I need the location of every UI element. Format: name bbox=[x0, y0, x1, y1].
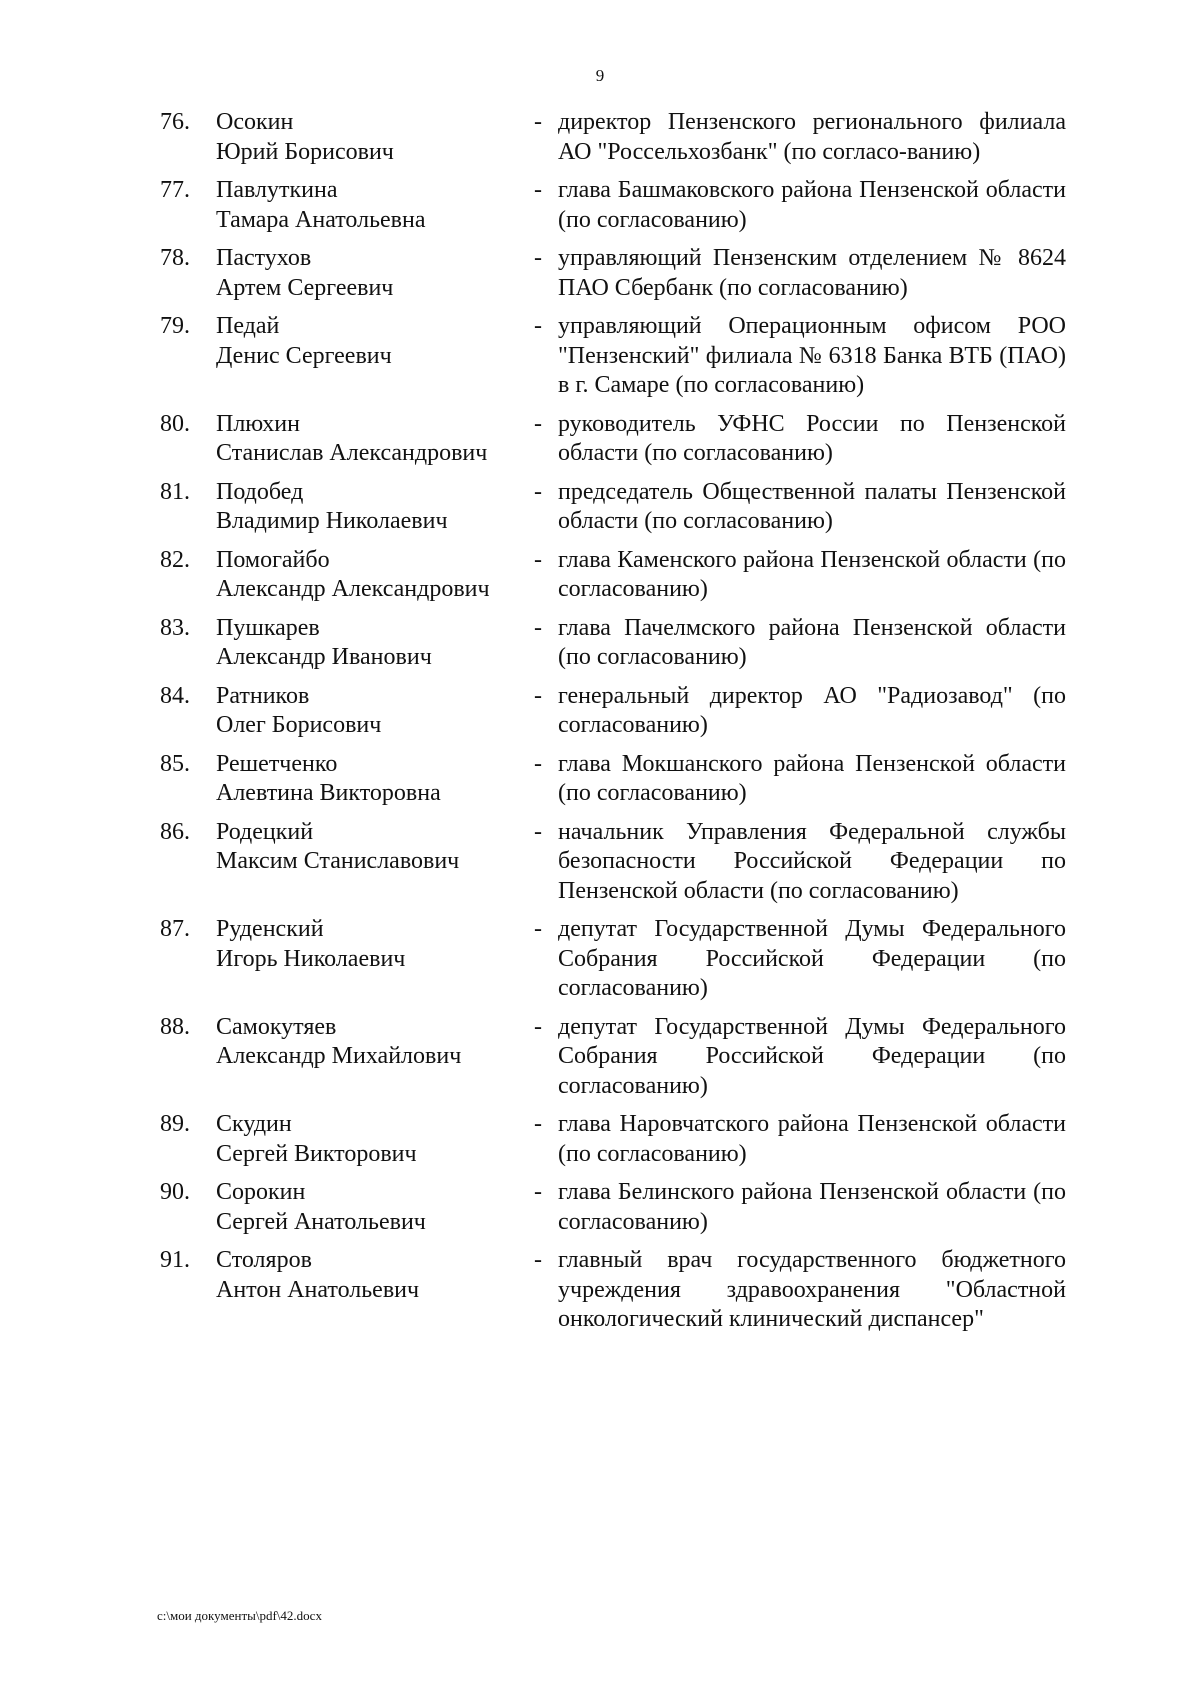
dash-separator: - bbox=[534, 1179, 542, 1205]
person-name: Сорокин Сергей Анатольевич bbox=[216, 1179, 426, 1235]
person-name: Педай Денис Сергеевич bbox=[216, 313, 392, 369]
item-number: 89. bbox=[160, 1111, 190, 1137]
item-number: 87. bbox=[160, 916, 190, 942]
item-number: 88. bbox=[160, 1013, 190, 1040]
person-position: глава Пачелмского района Пензенской области (по согласованию) bbox=[558, 614, 1066, 670]
dash-separator: - bbox=[534, 916, 542, 942]
person-position: директор Пензенского регионального филиала АО "Россельхозбанк" (по согласо-ванию) bbox=[558, 109, 1066, 165]
person-position: начальник Управления Федеральной службы безопасности Российской Федерации по Пензенской области (по согласованию) bbox=[558, 818, 1066, 904]
person-name: Решетченко Алевтина Викторовна bbox=[216, 750, 441, 806]
item-number: 91. bbox=[160, 1247, 190, 1273]
file-path-footer: c:\мои документы\pdf\42.docx bbox=[157, 1608, 322, 1623]
list-item bbox=[160, 1110, 1066, 1169]
dash-separator: - bbox=[534, 1013, 542, 1040]
person-name: Плюхин Станислав Александрович bbox=[216, 410, 488, 466]
dash-separator: - bbox=[534, 818, 542, 845]
dash-separator: - bbox=[534, 109, 542, 135]
item-number: 85. bbox=[160, 750, 190, 777]
list-item bbox=[160, 1246, 1066, 1335]
person-name: Родецкий Максим Станиславович bbox=[216, 818, 460, 874]
item-number: 80. bbox=[160, 410, 190, 437]
dash-separator: - bbox=[534, 546, 542, 573]
dash-separator: - bbox=[534, 1247, 542, 1273]
person-name: Пушкарев Александр Иванович bbox=[216, 614, 432, 670]
dash-separator: - bbox=[534, 478, 542, 505]
person-name: Ратников Олег Борисович bbox=[216, 682, 382, 738]
item-number: 76. bbox=[160, 109, 190, 135]
dash-separator: - bbox=[534, 1111, 542, 1137]
item-number: 78. bbox=[160, 245, 190, 271]
person-position: управляющий Операционным офисом РОО "Пензенский" филиала № 6318 Банка ВТБ (ПАО) в г. Самаре (по согласованию) bbox=[558, 313, 1066, 398]
dash-separator: - bbox=[534, 682, 542, 709]
list-item bbox=[160, 750, 1066, 809]
person-name: Подобед Владимир Николаевич bbox=[216, 478, 448, 534]
item-number: 79. bbox=[160, 313, 190, 339]
dash-separator: - bbox=[534, 750, 542, 777]
list-item bbox=[160, 410, 1066, 469]
item-number: 82. bbox=[160, 546, 190, 573]
person-position: председатель Общественной палаты Пензенской области (по согласованию) bbox=[558, 478, 1066, 534]
person-position: глава Белинского района Пензенской области (по согласованию) bbox=[558, 1179, 1066, 1235]
person-name: Пастухов Артем Сергеевич bbox=[216, 245, 394, 301]
list-item bbox=[160, 312, 1066, 401]
item-number: 77. bbox=[160, 177, 190, 203]
list-item bbox=[160, 478, 1066, 537]
item-number: 81. bbox=[160, 478, 190, 505]
list-item bbox=[160, 1178, 1066, 1237]
person-position: глава Мокшанского района Пензенской области (по согласованию) bbox=[558, 750, 1066, 806]
person-position: главный врач государственного бюджетного учреждения здравоохранения "Областной онкологический клинический диспансер" bbox=[558, 1247, 1066, 1332]
item-number: 83. bbox=[160, 614, 190, 641]
dash-separator: - bbox=[534, 313, 542, 339]
dash-separator: - bbox=[534, 177, 542, 203]
person-position: глава Наровчатского района Пензенской области (по согласованию) bbox=[558, 1111, 1066, 1167]
list-item bbox=[160, 546, 1066, 605]
person-position: глава Башмаковского района Пензенской области (по согласованию) bbox=[558, 177, 1066, 233]
person-position: генеральный директор АО "Радиозавод" (по согласованию) bbox=[558, 682, 1066, 738]
list-item bbox=[160, 176, 1066, 235]
list-item bbox=[160, 915, 1066, 1004]
list-item bbox=[160, 108, 1066, 167]
member-list bbox=[160, 108, 1066, 1344]
dash-separator: - bbox=[534, 245, 542, 271]
person-position: депутат Государственной Думы Федерального Собрания Российской Федерации (по согласованию) bbox=[558, 916, 1066, 1001]
list-item bbox=[160, 818, 1066, 907]
person-position: управляющий Пензенским отделением № 8624 ПАО Сбербанк (по согласованию) bbox=[558, 245, 1066, 301]
person-name: Столяров Антон Анатольевич bbox=[216, 1247, 420, 1303]
item-number: 84. bbox=[160, 682, 190, 709]
person-name: Помогайбо Александр Александрович bbox=[216, 546, 490, 602]
person-name: Павлуткина Тамара Анатольевна bbox=[216, 177, 426, 233]
person-name: Осокин Юрий Борисович bbox=[216, 109, 394, 165]
dash-separator: - bbox=[534, 410, 542, 437]
list-item bbox=[160, 1013, 1066, 1102]
person-position: руководитель УФНС России по Пензенской области (по согласованию) bbox=[558, 410, 1066, 466]
person-name: Скудин Сергей Викторович bbox=[216, 1111, 417, 1167]
list-item bbox=[160, 244, 1066, 303]
list-item bbox=[160, 614, 1066, 673]
dash-separator: - bbox=[534, 614, 542, 641]
person-name: Самокутяев Александр Михайлович bbox=[216, 1013, 462, 1069]
person-position: глава Каменского района Пензенской области (по согласованию) bbox=[558, 546, 1066, 602]
person-position: депутат Государственной Думы Федерального Собрания Российской Федерации (по согласованию) bbox=[558, 1013, 1066, 1099]
person-name: Руденский Игорь Николаевич bbox=[216, 916, 406, 972]
list-item bbox=[160, 682, 1066, 741]
item-number: 86. bbox=[160, 818, 190, 845]
item-number: 90. bbox=[160, 1179, 190, 1205]
page-number: 9 bbox=[595, 66, 605, 85]
